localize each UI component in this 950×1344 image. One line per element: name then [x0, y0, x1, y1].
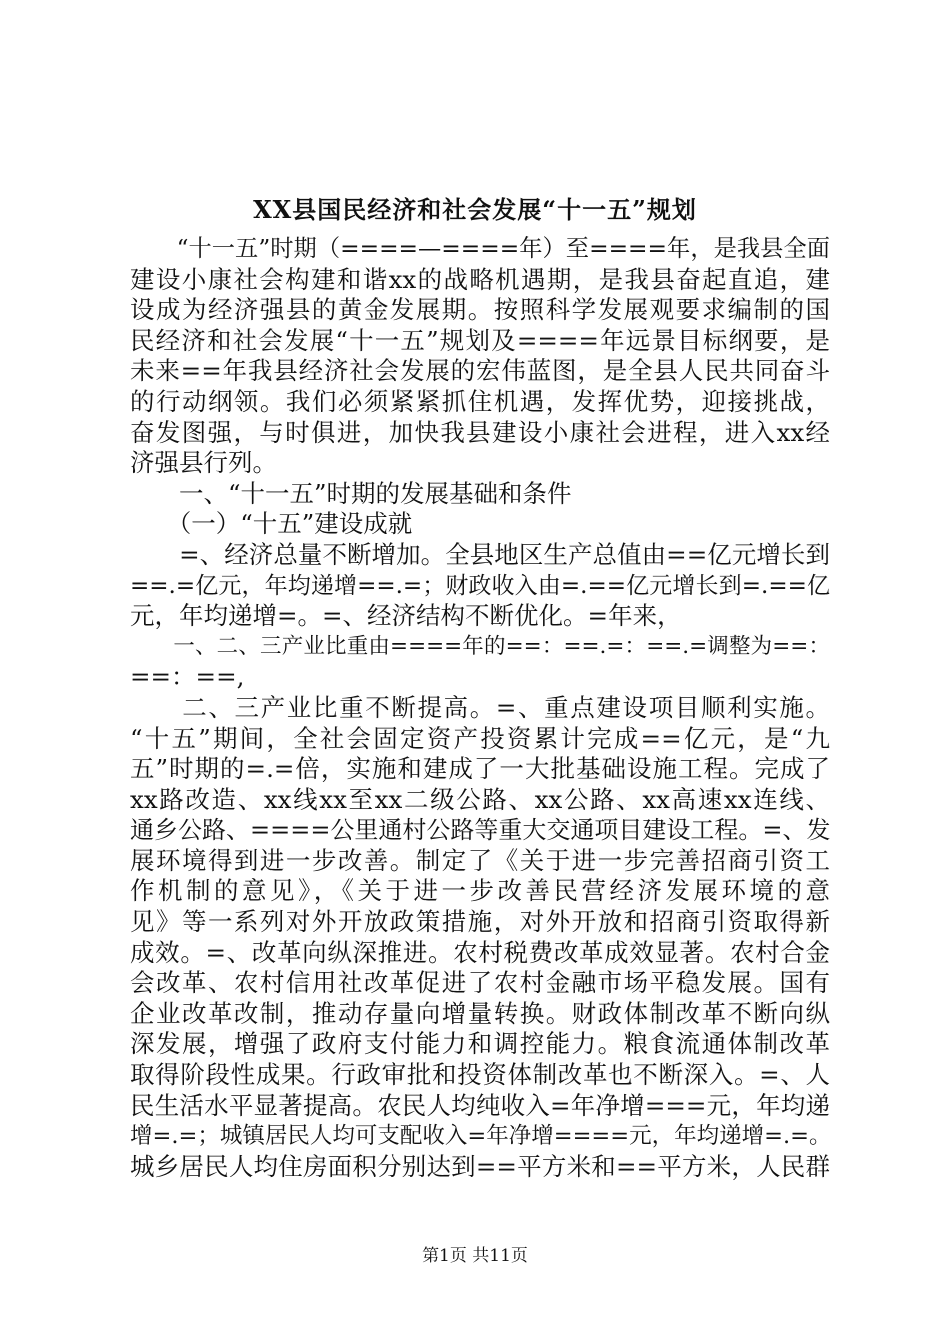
document-body [130, 234, 830, 1182]
body-line: 未来==年我县经济社会发展的宏伟蓝图，是全县人民共同奋斗 [130, 356, 830, 386]
body-line: 济强县行列。 [130, 448, 277, 478]
body-line: “十五”期间，全社会固定资产投资累计完成==亿元，是“九 [130, 723, 830, 753]
body-line: 元，年均递增=。=、经济结构不断优化。=年来， [130, 601, 682, 631]
body-line: 企业改革改制，推动存量向增量转换。财政体制改革不断向纵 [130, 998, 830, 1028]
body-line: 增=.=；城镇居民人均可支配收入=年净增====元，年均递增=.=。 [130, 1123, 832, 1150]
section-heading: 一、“十一五”时期的发展基础和条件 [130, 478, 572, 508]
body-line: 城乡居民人均住房面积分别达到==平方米和==平方米，人民群 [130, 1151, 830, 1181]
body-line: 设成为经济强县的黄金发展期。按照科学发展观要求编制的国 [130, 295, 830, 325]
body-line: 成效。=、改革向纵深推进。农村税费改革成效显著。农村合金 [130, 937, 830, 967]
page-number-footer: 第1页 共11页 [422, 1246, 528, 1266]
body-line: 民生活水平显著提高。农民人均纯收入=年净增===元，年均递 [130, 1090, 830, 1120]
body-line: 见》等一系列对外开放政策措施，对外开放和招商引资取得新 [130, 907, 830, 937]
document-title: XX县国民经济和社会发展“十一五”规划 [253, 195, 697, 224]
body-line: 展环境得到进一步改善。制定了《关于进一步完善招商引资工 [130, 845, 830, 875]
body-line: 深发展，增强了政府支付能力和调控能力。粮食流通体制改革 [130, 1029, 830, 1059]
body-line: 五”时期的=.=倍，实施和建成了一大批基础设施工程。完成了 [130, 754, 830, 784]
body-line: 作机制的意见》，《关于进一步改善民营经济发展环境的意 [130, 876, 830, 906]
body-line: =、经济总量不断增加。全县地区生产总值由==亿元增长到 [130, 539, 830, 569]
body-line: 会改革、农村信用社改革促进了农村金融市场平稳发展。国有 [130, 968, 830, 998]
body-line: 二、三产业比重不断提高。=、重点建设项目顺利实施。 [130, 692, 830, 722]
subsection-heading: （一）“十五”建设成就 [130, 509, 413, 539]
body-line: 民经济和社会发展“十一五”规划及====年远景目标纲要，是 [130, 325, 830, 355]
body-line: 一、二、三产业比重由====年的==：==.=：==.=调整为==： [130, 633, 830, 659]
body-line: 取得阶段性成果。行政审批和投资体制改革也不断深入。=、人 [130, 1060, 830, 1090]
body-line: ==：==, [130, 662, 245, 692]
body-line: 建设小康社会构建和谐xx的战略机遇期，是我县奋起直追，建 [130, 264, 830, 294]
body-line: 通乡公路、====公里通村公路等重大交通项目建设工程。=、发 [130, 816, 831, 845]
body-line: 的行动纲领。我们必须紧紧抓住机遇，发挥优势，迎接挑战， [130, 386, 830, 416]
body-line: ==.=亿元，年均递增==.=；财政收入由=.==亿元增长到=.==亿 [130, 572, 830, 599]
body-line: xx路改造、xx线xx至xx二级公路、xx公路、xx高速xx连线、 [130, 784, 830, 814]
body-line: 奋发图强，与时俱进，加快我县建设小康社会进程，进入xx经 [130, 417, 830, 447]
body-line: “十一五”时期（====—====年）至====年，是我县全面 [130, 235, 830, 262]
